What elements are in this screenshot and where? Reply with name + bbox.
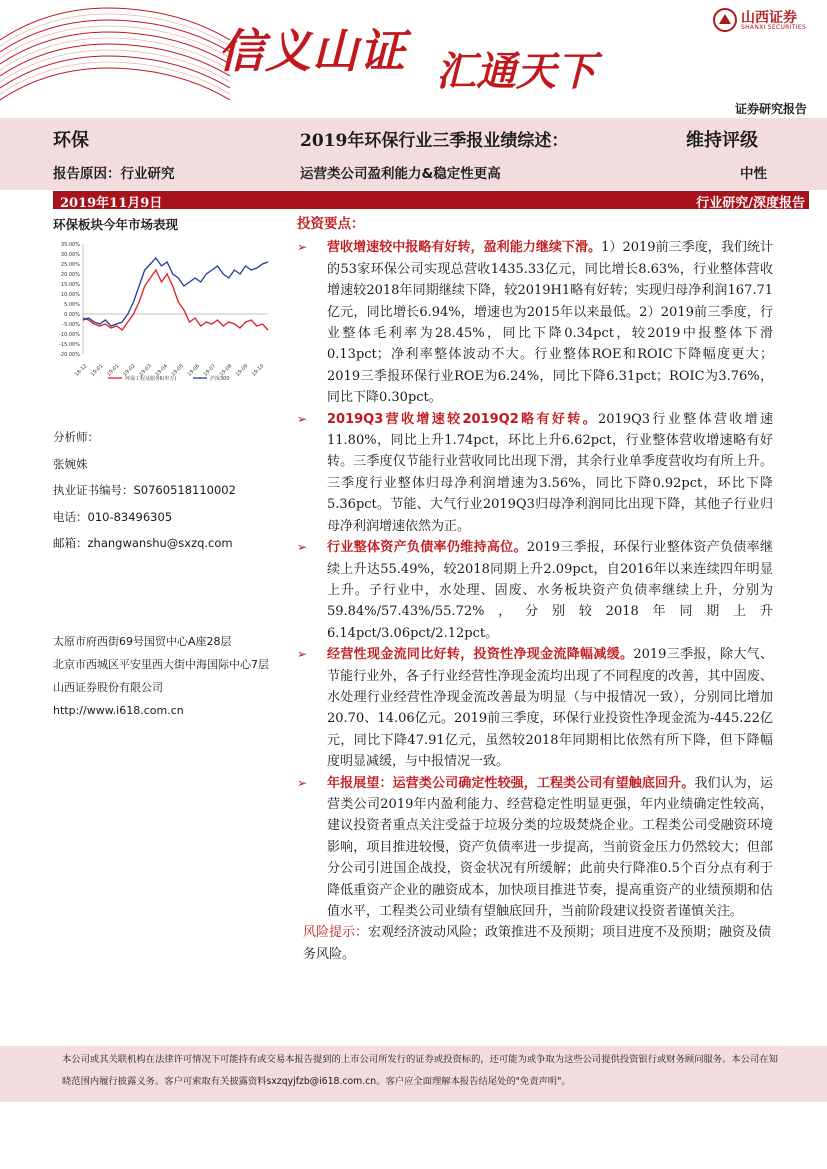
y-tick-label: 20.00% — [60, 272, 80, 278]
y-tick-label: -5.00% — [62, 322, 80, 328]
key-point-text: 2019三季报，除大气、节能行业外，各子行业经营性净现金流均出现了不同程度的改善，其中固废、水处理行业经营性净现金流改善最为明显（与中报情况一致），分别同比增加20.70、14.06亿元。2019前三季度，环保行业投资性净现金流为-445.22亿元，同比下降47.91亿元，虽然较2018年同期相比依然有所下降，但下降幅度明显减缓，与中报情况一致。 — [327, 647, 773, 770]
key-point-highlight: 行业整体资产负债率仍维持高位。 — [327, 540, 527, 556]
address-taiyuan: 太原市府西街69号国贸中心A座28层 — [53, 635, 232, 648]
series-line-csi300 — [83, 258, 268, 326]
legend-label: 环保工程及服务Ⅱ(申万) — [125, 376, 177, 382]
arrow-bullet-icon: ➢ — [297, 540, 308, 555]
y-tick-label: 5.00% — [64, 302, 80, 308]
y-tick-label: 25.00% — [60, 262, 80, 268]
industry-label: 环保 — [53, 130, 89, 151]
y-tick-label: 30.00% — [60, 252, 80, 258]
y-tick-label: -20.00% — [59, 352, 80, 358]
x-tick-label: 19-03 — [138, 363, 153, 378]
x-tick-label: 19-04 — [154, 363, 169, 378]
key-point-item — [297, 644, 773, 772]
x-tick-label: 19-01 — [106, 363, 121, 378]
key-point-item — [297, 537, 773, 644]
report-date: 2019年11月9日 — [60, 196, 163, 211]
key-point-text: 2019Q3行业整体营收增速11.80%，同比上升1.74pct，环比上升6.62pct，行业整体营收增速略有好转。三季度仅节能行业营收同比出现下滑，其余行业单季度营收均有所上升。三季度行业整体归母净利润增速为3.56%，同比下降0.92pct，环比下降5.36pct。节能、大气行业2019Q3归母净利润同比出现下降，其他子行业归母净利润增速依然为正。 — [327, 411, 773, 534]
key-point-highlight: 2019Q3营收增速较2019Q2略有好转。 — [327, 411, 599, 427]
key-point-highlight: 经营性现金流同比好转，投资性净现金流降幅减缓。 — [327, 647, 634, 663]
report-type: 证券研究报告 — [734, 102, 807, 116]
rating-value: 中性 — [740, 166, 767, 182]
x-tick-label: 19-02 — [122, 363, 137, 378]
company-name: 山西证券股份有限公司 — [53, 681, 163, 694]
y-tick-label: 35.00% — [60, 242, 80, 248]
arrow-bullet-icon: ➢ — [297, 411, 308, 426]
analyst-email[interactable]: 邮箱：zhangwanshu@sxzq.com — [53, 536, 233, 550]
key-point-item — [297, 237, 773, 408]
arrow-bullet-icon: ➢ — [297, 647, 308, 662]
analyst-name: 张婉姝 — [53, 456, 88, 471]
x-tick-label: 19-05 — [170, 363, 185, 378]
risk-warning — [297, 922, 773, 965]
x-tick-label: 19-01 — [89, 363, 105, 378]
analyst-phone: 电话：010-83496305 — [53, 509, 173, 524]
report-reason: 报告原因：行业研究 — [53, 166, 175, 182]
x-tick-label: 19-08 — [218, 363, 234, 378]
arrow-bullet-icon: ➢ — [297, 240, 308, 255]
x-tick-label: 19-09 — [234, 363, 250, 378]
chart-title: 环保板块今年市场表现 — [53, 217, 179, 232]
legend-label: 沪深300 — [210, 376, 230, 382]
key-point-item — [297, 409, 773, 537]
logo-name-cn: 山西证券 — [741, 10, 797, 26]
report-category: 行业研究/深度报告 — [696, 196, 805, 211]
key-point-text: 我们认为，运营类公司2019年内盈利能力、经营稳定性明显更强，年内业绩确定性较高，建议投资者重点关注受益于垃圾分类的垃圾焚烧企业。工程类公司受融资环境影响，项目推进较慢，资产负债率进一步提高，当前资金压力仍然较大；但部分公司引进国企战投，资金状况有所缓解；此前央行降准0.5个百分点有利于降低重资产企业的融资成本，加快项目推进节奏，提高重资产的业绩预期和估值水平，工程类公司业绩有望触底回升，当前阶段建议投资者谨慎关注。 — [327, 775, 773, 919]
key-point-text: 1）2019前三季度，我们统计的53家环保公司实现总营收1435.33亿元，同比增长8.63%，行业整体营收增速较2018年同期继续下降，较2019H1略有好转；实现归母净利润167.71亿元，同比增长6.94%，增速也为2015年以来最低。2）2019前三季度，行业整体毛利率为28.45%，同比下降0.34pct，较2019中报整体下滑0.13pct；净利率整体波动不大。行业整体ROE和ROIC下降幅度更大；2019三季报环保行业ROE为6.24%，同比下降6.31pct；ROIC为3.76%，同比下降0.30pct。 — [327, 240, 773, 406]
y-tick-label: 10.00% — [60, 292, 80, 298]
slogan-sub: 汇通天下 — [436, 48, 596, 95]
key-point-text: 2019三季报，环保行业整体资产负债率继续上升达55.49%，较2018同期上升2.09pct，自2016年以来连续四年明显上升。子行业中，水处理、固废、水务板块资产负债率继续上升，分别为59.84%/57.43%/55.72%，分别较2018年同期上升6.14pct/3.06pct/2.12pct。 — [327, 540, 773, 641]
report-title-line1: 2019年环保行业三季报业绩综述： — [300, 131, 569, 151]
slogan-main: 信义山证 — [218, 24, 406, 78]
key-point-highlight: 营收增速较中报略有好转，盈利能力继续下滑。 — [327, 240, 602, 256]
key-point-item — [297, 773, 773, 923]
key-point-highlight: 年报展望：运营类公司确定性较强，工程类公司有望触底回升。 — [327, 775, 695, 791]
y-tick-label: -10.00% — [59, 332, 80, 338]
x-tick-label: 19-10 — [250, 363, 266, 378]
risk-text: 宏观经济波动风险；政策推进不及预期；项目进度不及预期；融资及债务风险。 — [303, 925, 772, 962]
key-points-heading: 投资要点： — [297, 216, 365, 232]
analyst-license: 执业证书编号：S0760518110002 — [53, 483, 236, 497]
x-tick-label: 19-07 — [202, 363, 218, 378]
rating-label: 维持评级 — [686, 130, 758, 151]
risk-label: 风险提示： — [303, 925, 369, 941]
y-tick-label: -15.00% — [59, 342, 80, 348]
analyst-heading: 分析师： — [53, 430, 99, 444]
x-tick-label: 19-06 — [186, 363, 202, 378]
company-address — [53, 630, 283, 722]
key-points — [297, 214, 773, 965]
header-swirl-decoration — [0, 0, 230, 120]
market-performance-chart — [53, 236, 278, 386]
footer-disclaimer: 本公司或其关联机构在法律许可情况下可能持有或交易本报告提到的上市公司所发行的证券或投资标的，还可能为或争取为这些公司提供投资银行或财务顾问服务。本公司在知晓范围内履行披露义务。客户可索取有关披露资料sxzqyjfzb@i618.com.cn。客户应全面理解本报告结尾处的"免责声明"。 — [62, 1054, 778, 1087]
arrow-bullet-icon: ➢ — [297, 775, 308, 790]
address-beijing: 北京市西城区平安里西大街中海国际中心7层 — [53, 658, 269, 671]
series-line-env-services — [83, 270, 268, 330]
y-tick-label: 15.00% — [60, 282, 80, 288]
y-tick-label: 0.00% — [64, 312, 80, 318]
report-title-line2: 运营类公司盈利能力&稳定性更高 — [300, 166, 501, 182]
analyst-info — [53, 424, 236, 557]
x-tick-label: 18-12 — [73, 363, 89, 378]
logo-name-en: SHANXI SECURITIES — [741, 24, 806, 31]
company-website[interactable]: http://www.i618.com.cn — [53, 704, 184, 717]
